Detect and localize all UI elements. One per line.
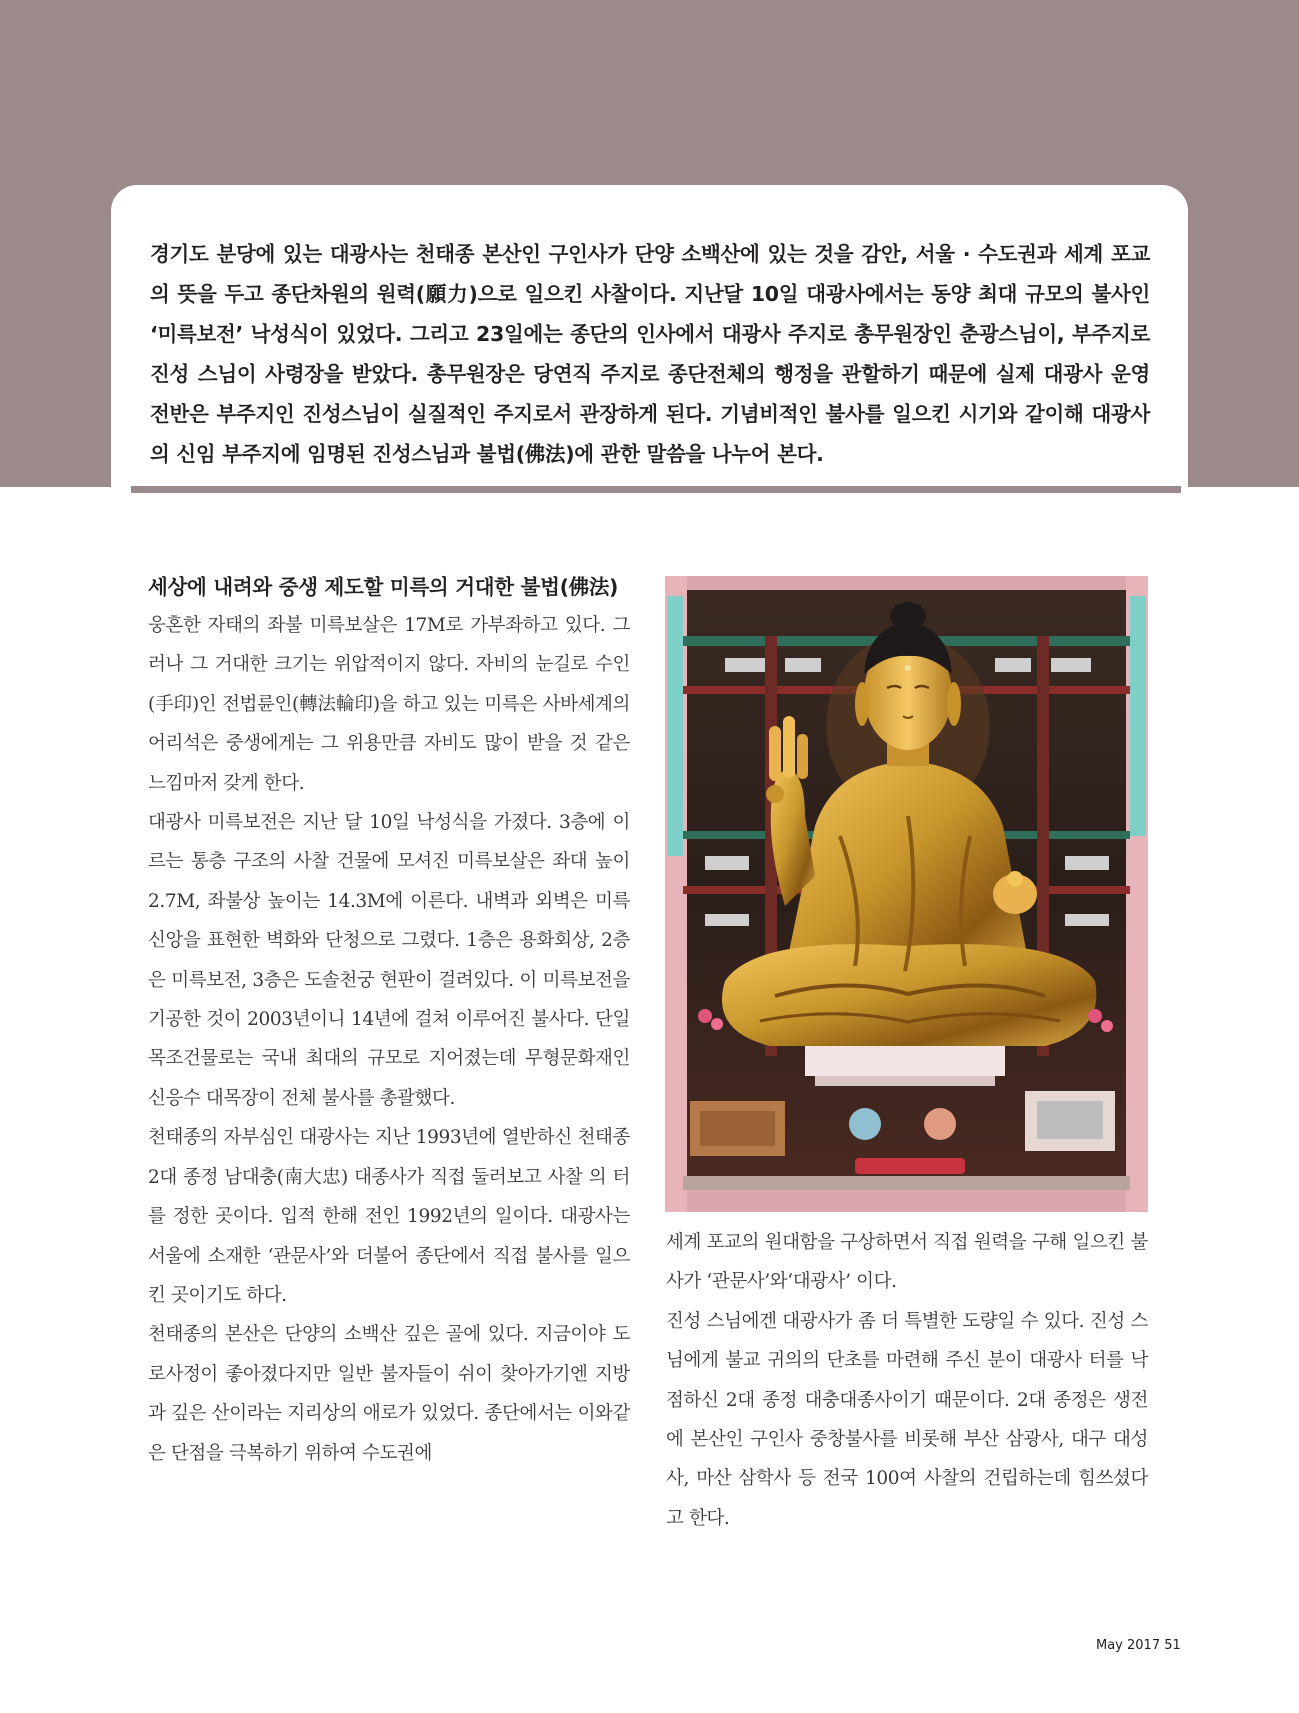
page-number: May 2017 51	[1096, 1638, 1181, 1653]
article-left-column	[148, 568, 630, 1473]
intro-paragraph: 경기도 분당에 있는 대광사는 천태종 본산인 구인사가 단양 소백산에 있는 것을 감안, 서울 · 수도권과 세계 포교의 뜻을 두고 종단차원의 원력(願力)으로 일으킨 사찰이다. 지난달 10일 대광사에서는 동양 최대 규모의 불사인 ‘미륵보전’ 낙성식이 있었다. 그리고 23일에는 종단의 인사에서 대광사 주지로 총무원장인 춘광스님이, 부주지로 진성 스님이 사령장을 받았다. 총무원장은 당연직 주지로 종단전체의 행정을 관할하기 때문에 실제 대광사 운영 전반은 부주지인 진성스님이 실질적인 주지로서 관장하게 된다. 기념비적인 불사를 일으킨 시기와 같이해 대광사의 신임 부주지에 임명된 진성스님과 불법(佛法)에 관한 말씀을 나누어 본다.	[150, 242, 1150, 466]
body-paragraph: 웅혼한 자태의 좌불 미륵보살은 17M로 가부좌하고 있다. 그러나 그 거대한 크기는 위압적이지 않다. 자비의 눈길로 수인(手印)인 전법륜인(轉法輪印)을 하고 있는 미륵은 사바세계의 어리석은 중생에게는 그 위용만큼 자비도 많이 받을 것 같은 느낌마저 갖게 한다.	[148, 615, 630, 794]
body-paragraph: 대광사 미륵보전은 지난 달 10일 낙성식을 가졌다. 3층에 이르는 통층 구조의 사찰 건물에 모셔진 미륵보살은 좌대 높이 2.7M, 좌불상 높이는 14.3M에 이른다. 내벽과 외벽은 미륵신앙을 표현한 벽화와 단청으로 그렸다. 1층은 용화회상, 2층은 미륵보전, 3층은 도솔천궁 현판이 걸려있다. 이 미륵보전을 기공한 것이 2003년이니 14년에 걸쳐 이루어진 불사다. 단일 목조건물로는 국내 최대의 규모로 지어졌는데 무형문화재인 신응수 대목장이 전체 불사를 총괄했다.	[148, 812, 630, 1109]
body-paragraph: 천태종의 자부심인 대광사는 지난 1993년에 열반하신 천태종 2대 종정 남대충(南大忠) 대종사가 직접 둘러보고 사찰 의 터를 정한 곳이다. 입적 한해 전인 1992년의 일이다. 대광사는 서울에 소재한 ‘관문사’와 더불어 종단에서 직접 불사를 일으킨 곳이기도 하다.	[148, 1127, 630, 1306]
maitreya-buddha-photo	[665, 576, 1148, 1212]
intro-divider	[131, 486, 1181, 493]
body-paragraph: 진성 스님에겐 대광사가 좀 더 특별한 도량일 수 있다. 진성 스님에게 불교 귀의의 단초를 마련해 주신 분이 대광사 터를 낙점하신 2대 종정 대충대종사이기 때문이다. 2대 종정은 생전에 본산인 구인사 중창불사를 비롯해 부산 삼광사, 대구 대성사, 마산 삼학사 등 전국 100여 사찰의 건립하는데 힘쓰셨다고 한다.	[666, 1310, 1148, 1529]
body-paragraph: 세계 포교의 원대함을 구상하면서 직접 원력을 구해 일으킨 불사가 ‘관문사’와‘대광사’ 이다.	[666, 1232, 1148, 1293]
section-heading: 세상에 내려와 중생 제도할 미륵의 거대한 불법(佛法)	[148, 575, 619, 599]
article-right-column	[666, 1223, 1148, 1538]
body-paragraph: 천태종의 본산은 단양의 소백산 깊은 골에 있다. 지금이야 도로사정이 좋아졌다지만 일반 불자들이 쉬이 찾아가기엔 지방과 깊은 산이라는 지리상의 애로가 있었다. 종단에서는 이와같은 단점을 극복하기 위하여 수도권에	[148, 1324, 630, 1464]
